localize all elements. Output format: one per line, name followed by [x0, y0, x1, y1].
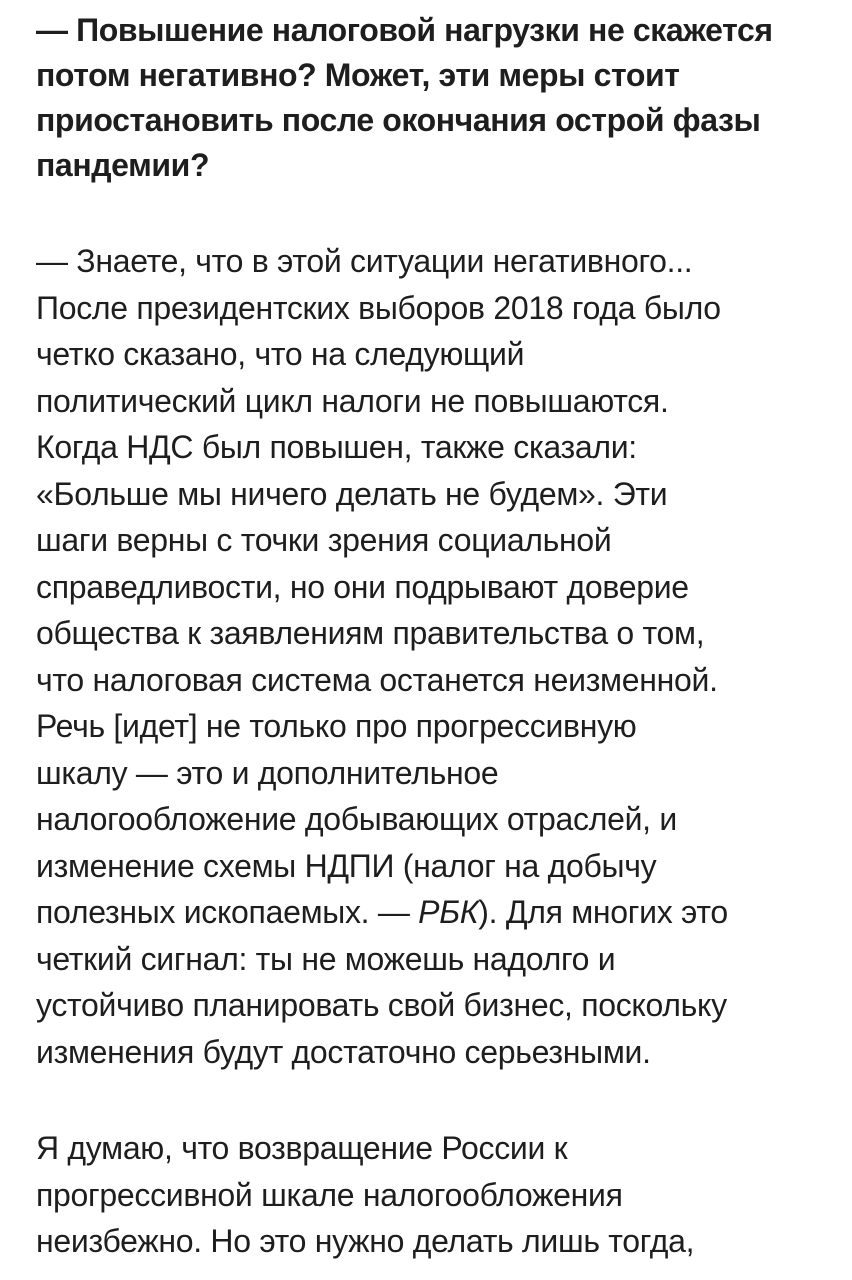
article-body	[36, 0, 826, 1265]
source-abbreviation: РБК	[418, 894, 479, 930]
paragraph-line: прогрессивной шкале налогообложения	[36, 1176, 623, 1213]
answer-line	[36, 889, 826, 936]
answer-line: шкалу — это и дополнительное	[36, 754, 499, 791]
answer-line: что налоговая система останется неизменной.	[36, 661, 718, 698]
answer-line: политический цикл налоги не повышаются.	[36, 382, 669, 419]
paragraph-line: Я думаю, что возвращение России к	[36, 1130, 568, 1166]
answer-line: После президентских выборов 2018 года было	[36, 289, 721, 326]
answer-text: полезных ископаемых. —	[36, 894, 419, 930]
answer-line: — Знаете, что в этой ситуации негативного...	[36, 243, 693, 279]
answer-line: справедливости, но они подрывают доверие	[36, 568, 689, 605]
answer-line: устойчиво планировать свой бизнес, поскольку	[36, 987, 727, 1023]
answer-line: общества к заявлениям правительства о том,	[36, 615, 705, 651]
answer-line: Когда НДС был повышен, также сказали:	[36, 429, 637, 465]
answer-line: шаги верны с точки зрения социальной	[36, 522, 612, 558]
question-line: — Повышение налоговой нагрузки не скажется	[36, 12, 773, 48]
answer-line: изменение схемы НДПИ (налог на добычу	[36, 847, 657, 884]
question-line: приостановить после окончания острой фазы	[36, 102, 761, 138]
question-line: потом негативно? Может, эти меры стоит	[36, 57, 680, 93]
answer-line: четко сказано, что на следующий	[36, 336, 525, 372]
interview-question	[36, 8, 826, 188]
question-line: пандемии?	[36, 147, 210, 183]
answer-line: изменения будут достаточно серьезными.	[36, 1033, 651, 1070]
answer-text: ). Для многих это	[478, 894, 728, 930]
answer-line: «Больше мы ничего делать не будем». Эти	[36, 475, 668, 512]
interview-answer	[36, 238, 826, 1075]
paragraph-line: неизбежно. Но это нужно делать лишь тогда,	[36, 1223, 695, 1259]
answer-paragraph	[36, 1125, 826, 1265]
answer-line: налогообложение добывающих отраслей, и	[36, 801, 677, 837]
answer-line: Речь [идет] не только про прогрессивную	[36, 708, 637, 744]
answer-line: четкий сигнал: ты не можешь надолго и	[36, 940, 616, 977]
